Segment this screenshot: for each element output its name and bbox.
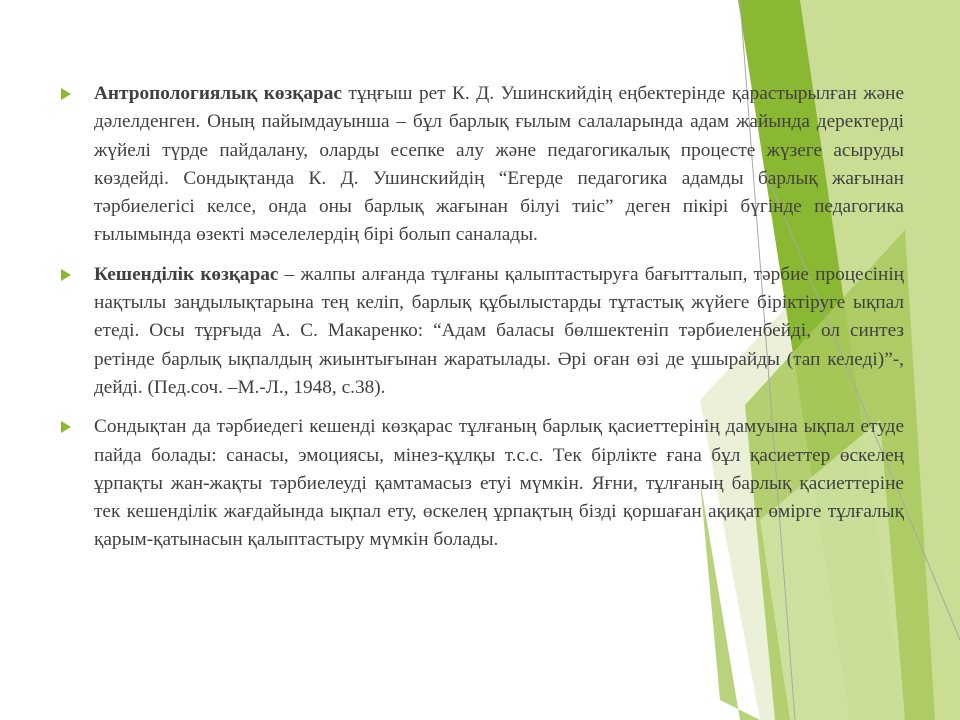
- triangle-bullet-icon: [61, 88, 71, 100]
- bullet-text: тұңғыш рет К. Д. Ушинскийдің еңбектерінде қарастырылған және дәлелденген. Оның пайымдауынша – бұл барлық ғылым салаларында адам жайында деректерді жүйелі түрде пайдалану, оларды есепке алу және педагогикалық процесте жүзеге асыруды көздейді. Сондықтанда К. Д. Ушинскийдің “Егерде педагогика адамды барлық жағынан тәрбиелегісі келсе, онда оны барлық жағынан білуі тиіс” деген пікірі бүгінде педагогика ғылымында өзекті мәселелердің бірі болып саналады.: [94, 83, 905, 246]
- triangle-bullet-icon: [61, 269, 71, 281]
- bullet-term: Антропологиялық көзқарас: [94, 83, 342, 104]
- bullet-item: [56, 261, 904, 402]
- bullet-text: Сондықтан да тәрбиедегі кешенді көзқарас тұлғаның барлық қасиеттерінің дамуына ықпал етуде пайда болады: санасы, эмоциясы, мінез-құлқы т.с.с. Тек бірлікте ғана бұл қасиеттер өскелең ұрпақты жан-жақты тәрбиелеуді қамтамасыз етуі мүмкін. Яғни, тұлғаның барлық қасиеттеріне тек кешенділік жағдайында ықпал ету, өскелең ұрпақтың бізді қоршаған ақиқат өмірге тұлғалық қарым-қатынасын қалыптастыру мүмкін болады.: [94, 416, 904, 551]
- bullet-term: Кешенділік көзқарас: [94, 263, 279, 285]
- bullet-item: [56, 80, 904, 250]
- bullet-text: – жалпы алғанда тұлғаны қалыптастыруға бағытталып, тәрбие процесінің нақтылы заңдылықтарына тең келіп, барлық құбылыстарды тұтастық жүйеге біріктіруге ықпал етеді. Осы тұрғыда А. С. Макаренко: “Адам баласы бөлшектеніп тәрбиеленбейді, ол синтез ретінде барлық ықпалдың жиынтығынан жаратылады. Әрі оған өзі де ұшырайды (тап келеді)”-, дейді. (Пед.соч. –М.-Л., 1948, с.38).: [94, 263, 904, 398]
- bullet-item: [56, 413, 904, 554]
- triangle-bullet-icon: [61, 421, 71, 433]
- text-content: [56, 80, 904, 566]
